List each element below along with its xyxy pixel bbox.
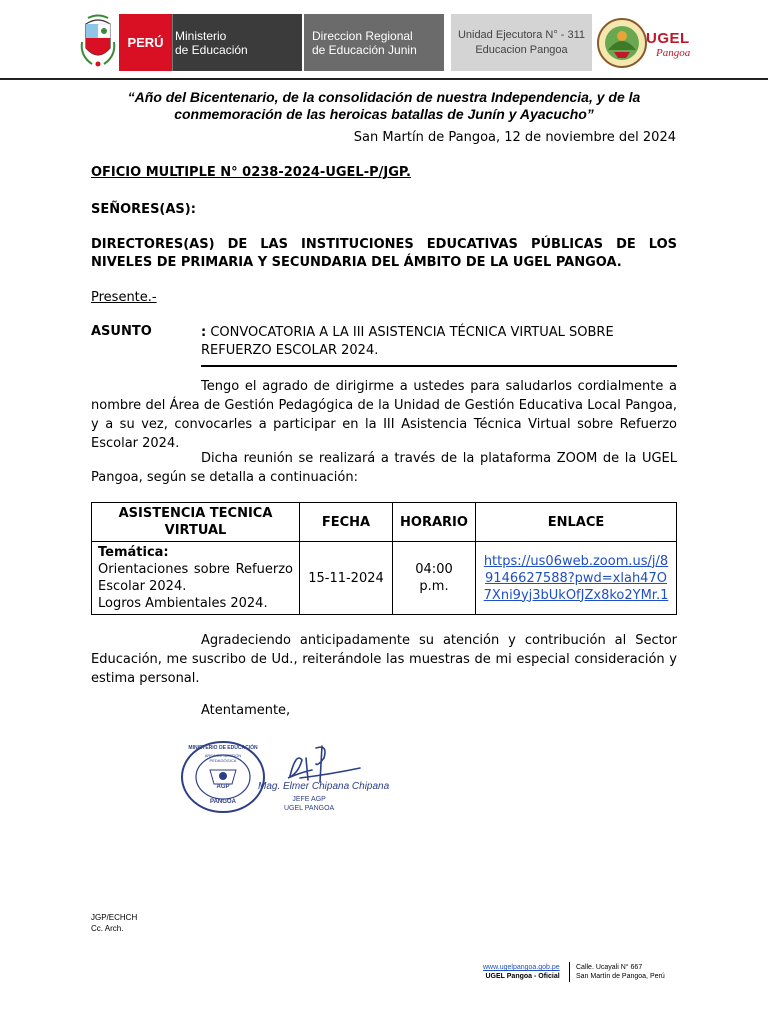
place-and-date: San Martín de Pangoa, 12 de noviembre del 2024 (353, 130, 676, 145)
footer-divider (569, 962, 570, 982)
ugel-emblem-icon (596, 14, 648, 72)
paragraph-greeting: Tengo el agrado de dirigirme a ustedes para saludarlos cordialmente a nombre del Área de Gestión Pedagógica de la Unidad de Gestión Educativa Local Pangoa, y a su vez, convocarles a participar en la III Asistencia Técnica Virtual sobre Refuerzo Escolar 2024. (91, 379, 677, 451)
footer-website-label: UGEL Pangoa - Oficial (485, 973, 560, 980)
stamp-ministry-text: MINISTERIO DE EDUCACIÓN (188, 745, 258, 751)
peru-coat-of-arms-icon (78, 14, 118, 70)
regional-direction-label (304, 14, 444, 71)
year-motto: “Año del Bicentenario, de la consolidación de nuestra Independencia, y de la conmemoración de las heroicas batallas de Junín y Ayacucho” (127, 89, 641, 122)
letterhead (72, 14, 708, 72)
footer-address-line-1: Calle. Ucayali N° 667 (576, 964, 643, 971)
header-divider (0, 78, 768, 80)
table-row (92, 542, 677, 615)
topic-heading: Temática: (98, 545, 169, 560)
reference-initials: JGP/ECHCH (91, 913, 138, 922)
cell-topic (92, 542, 300, 615)
cell-link (476, 542, 677, 615)
ministry-line-2: de Educación (175, 42, 248, 57)
presente-label: Presente.- (91, 290, 157, 305)
signatory-role-line-2: UGEL PANGOA (284, 805, 335, 812)
stamp-area-text: ÁREA DE GESTIÓN PEDAGÓGICA (204, 753, 242, 763)
header-topic: ASISTENCIA TECNICA VIRTUAL (92, 503, 300, 542)
subject-label: ASUNTO (91, 324, 152, 339)
subject-colon: : (201, 325, 207, 340)
subject-text: CONVOCATORIA A LA III ASISTENCIA TÉCNICA VIRTUAL SOBRE REFUERZO ESCOLAR 2024. (201, 325, 614, 358)
topic-line-2: Logros Ambientales 2024. (98, 596, 268, 611)
subject-underline (201, 365, 677, 367)
signatory-role-line-1: JEFE AGP (292, 796, 326, 803)
ugel-pangoa-logo (596, 14, 708, 72)
dre-line-1: Direccion Regional (312, 28, 413, 43)
reference-copy: Cc. Arch. (91, 924, 124, 933)
meeting-table (91, 502, 677, 615)
ugel-logo-subtext: Pangoa (656, 47, 691, 59)
header-time: HORARIO (393, 503, 476, 542)
footer-address-line-2: San Martín de Pangoa, Perú (576, 973, 665, 980)
paragraph-closing: Agradeciendo anticipadamente su atención y contribución al Sector Educación, me suscribo de Ud., reiterándole las muestras de mi especial consideración y estima personal. (91, 633, 677, 686)
salutation: SEÑORES(AS): (91, 202, 196, 217)
dre-line-2: de Educación Junin (312, 42, 417, 57)
recipients: DIRECTORES(AS) DE LAS INSTITUCIONES EDUCATIVAS PÚBLICAS DE LOS NIVELES DE PRIMARIA Y SECUNDARIA DEL ÁMBITO DE LA UGEL PANGOA. (91, 237, 677, 270)
references (91, 912, 137, 934)
closing-phrase: Atentamente, (201, 703, 291, 718)
header-date: FECHA (300, 503, 393, 542)
signatory-name: Mag. Elmer Chipana Chipana (258, 781, 390, 792)
footer-address (576, 963, 665, 981)
header-link: ENLACE (476, 503, 677, 542)
cell-time: 04:00 p.m. (393, 542, 476, 615)
oficio-number: OFICIO MULTIPLE N° 0238-2024-UGEL-P/JGP. (91, 165, 411, 180)
ministry-label (172, 14, 302, 71)
stamp-bottom-text: PANGOA (210, 799, 236, 805)
ue-line-2: Educacion Pangoa (475, 43, 568, 56)
ugel-logo-text: UGEL (646, 30, 690, 47)
zoom-meeting-link[interactable]: https://us06web.zoom.us/j/89146627588?pwd=xlah47O7Xni9yj3bUkOfJZx8ko2YMr.1 (483, 553, 669, 603)
stamp-center-text: AGP (216, 784, 230, 790)
footer-web (483, 963, 560, 981)
executing-unit-label (451, 14, 592, 71)
topic-line-1: Orientaciones sobre Refuerzo Escolar 2024. (98, 562, 293, 594)
table-header-row (92, 503, 677, 542)
footer-website-link[interactable]: www.ugelpangoa.gob.pe (483, 964, 560, 971)
subject-text-block (201, 324, 677, 360)
peru-label: PERÚ (119, 14, 172, 71)
ue-line-1: Unidad Ejecutora N° - 311 (457, 28, 586, 41)
ministry-line-1: Ministerio (175, 28, 227, 43)
signatory-role (284, 795, 334, 813)
cell-date: 15-11-2024 (300, 542, 393, 615)
paragraph-meeting-details: Dicha reunión se realizará a través de la plataforma ZOOM de la UGEL Pangoa, según se detalla a continuación: (91, 451, 677, 485)
